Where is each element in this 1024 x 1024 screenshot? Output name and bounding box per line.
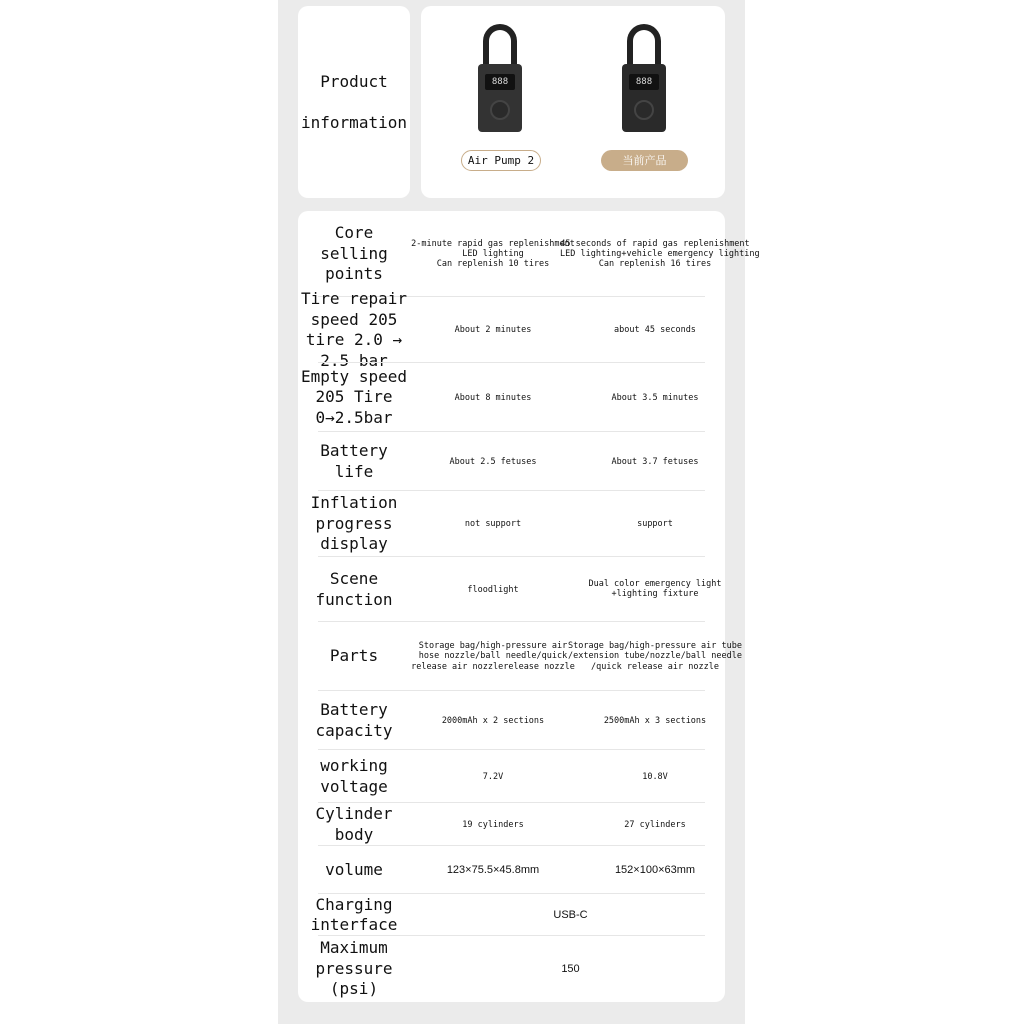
air-pump-2-value: 2-minute rapid gas replenishment LED lighting Can replenish 10 tires [411, 238, 575, 270]
air-pump-2-value: not support [464, 519, 522, 529]
current-product-image: 888 [622, 24, 666, 132]
air-pump-2-value: About 8 minutes [454, 392, 532, 403]
table-row [298, 289, 725, 370]
row-label: Cylinder body [315, 804, 393, 844]
table-row [298, 432, 725, 491]
row-label: Parts [329, 646, 379, 666]
air-pump-2-value: Storage bag/high-pressure air hose nozzle/ball needle/quick release air nozzlerelease nozzle [411, 641, 575, 672]
current-product-value: 10.8V [642, 771, 668, 782]
table-row [298, 211, 760, 297]
row-label: Core selling points [320, 223, 388, 284]
table-row [298, 363, 725, 432]
row-label: volume [325, 859, 383, 879]
products-card [421, 6, 725, 198]
row-label: Battery life [320, 441, 388, 481]
table-row [298, 691, 725, 750]
current-product-value: about 45 seconds [614, 325, 696, 335]
table-row [298, 491, 725, 557]
row-label: Tire repair speed 205 tire 2.0 → 2.5 bar [301, 289, 407, 370]
shared-value: 150 [561, 963, 580, 975]
row-label: Empty speed 205 Tire 0→2.5bar [301, 366, 407, 427]
air-pump-2-value: About 2 minutes [454, 325, 532, 335]
table-row [298, 750, 725, 803]
product-information-card [298, 6, 410, 198]
product-information-line2: information [301, 113, 407, 132]
table-row [298, 894, 725, 936]
current-product-value: Dual color emergency light +lighting fixture [588, 579, 722, 600]
product-information-line1: Product [320, 72, 388, 91]
row-label: Scene function [315, 569, 393, 609]
air-pump-2-value: floodlight [467, 584, 519, 595]
shared-value: USB-C [553, 909, 588, 921]
current-product-value: 2500mAh x 3 sections [603, 715, 707, 726]
comparison-table [298, 211, 760, 1002]
table-row [298, 803, 725, 846]
table-row [298, 622, 742, 691]
air-pump-2-value: About 2.5 fetuses [449, 456, 537, 467]
current-product-value: 45 seconds of rapid gas replenishment LED lighting+vehicle emergency lighting Can replenish 16 tires [560, 238, 760, 270]
row-label: Battery capacity [315, 700, 393, 740]
air-pump-2-value: 19 cylinders [462, 819, 524, 830]
current-product-value: support [637, 519, 673, 529]
current-product-value: Storage bag/high-pressure air tube /extension tube/nozzle/ball needle /quick release air nozzle [568, 641, 742, 672]
table-row [298, 936, 725, 1002]
current-product-value: 27 cylinders [624, 819, 686, 830]
row-label: working voltage [320, 756, 388, 796]
air-pump-2-value: 123×75.5×45.8mm [446, 864, 540, 876]
air-pump-2-value: 7.2V [482, 771, 504, 782]
row-label: Inflation progress display [310, 493, 398, 554]
current-product-tag[interactable]: 当前产品 [601, 150, 688, 171]
current-product-value: 152×100×63mm [614, 864, 696, 876]
current-product-value: About 3.5 minutes [611, 392, 699, 403]
row-label: Maximum pressure (psi) [315, 938, 393, 999]
air-pump-2-value: 2000mAh x 2 sections [441, 715, 545, 726]
air-pump-2-tag[interactable]: Air Pump 2 [461, 150, 541, 171]
current-product-value: About 3.7 fetuses [611, 456, 699, 467]
row-label: Charging interface [310, 894, 398, 934]
table-row [298, 846, 725, 894]
air-pump-2-image: 888 [478, 24, 522, 132]
table-row [298, 557, 725, 622]
